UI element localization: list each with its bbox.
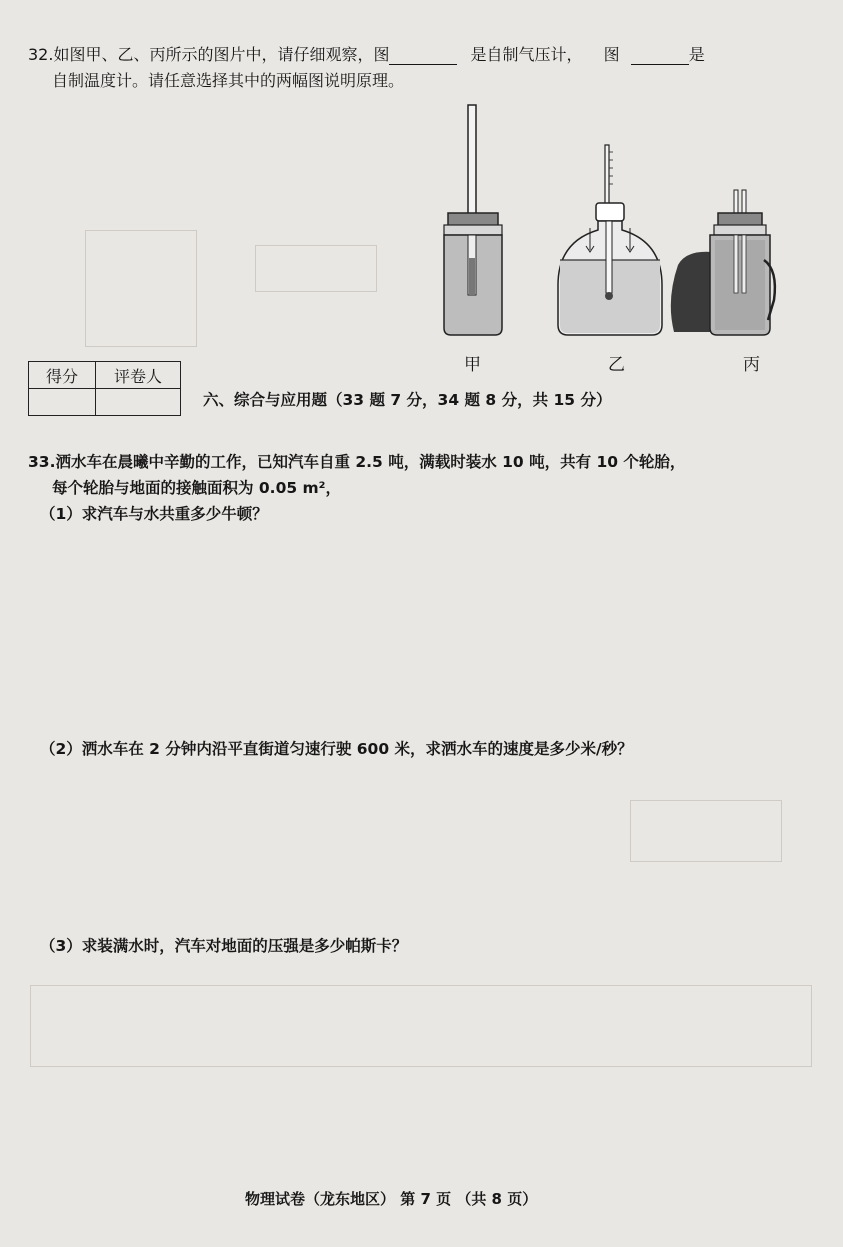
q32-text-c: 图 — [603, 45, 620, 64]
figure-label-jia: 甲 — [464, 355, 481, 375]
bleed-through-box — [30, 985, 812, 1067]
q32-line1 — [28, 42, 705, 65]
figure-label-yi: 乙 — [608, 355, 625, 375]
bleed-through-box — [255, 245, 377, 292]
score-header: 得分 — [29, 362, 96, 389]
q32-text-b: 是自制气压计， — [470, 45, 583, 64]
grader-cell[interactable] — [96, 389, 181, 416]
page-footer: 物理试卷（龙东地区） 第 7 页 （共 8 页） — [245, 1190, 538, 1208]
score-cell[interactable] — [29, 389, 96, 416]
apparatus-illustration — [430, 100, 790, 350]
section-title: 六、综合与应用题（33 题 7 分，34 题 8 分，共 15 分） — [203, 391, 612, 409]
q32-line2: 自制温度计。请任意选择其中的两幅图说明原理。 — [52, 71, 405, 90]
score-table — [28, 361, 181, 416]
q33-line2: 每个轮胎与地面的接触面积为 0.05 m²， — [52, 479, 341, 497]
bottle-yi-figure — [558, 145, 662, 335]
q32-blank-thermometer[interactable] — [631, 46, 689, 65]
q32-blank-barometer[interactable] — [389, 46, 457, 65]
q32-text-a: 32.如图甲、乙、丙所示的图片中，请仔细观察，图 — [28, 45, 390, 64]
q33-line1: 33.洒水车在晨曦中辛勤的工作，已知汽车自重 2.5 吨，满载时装水 10 吨，共有 10 个轮胎， — [28, 453, 686, 471]
bleed-through-box — [630, 800, 782, 862]
bleed-through-box — [85, 230, 197, 347]
bottle-bing-figure — [671, 190, 775, 335]
q33-part2: （2）洒水车在 2 分钟内沿平直街道匀速行驶 600 米，求洒水车的速度是多少米/秒？ — [40, 740, 633, 758]
figure-label-bing: 丙 — [743, 355, 760, 375]
grader-header: 评卷人 — [96, 362, 181, 389]
bottle-jia-figure — [444, 105, 502, 335]
q33-part3: （3）求装满水时，汽车对地面的压强是多少帕斯卡？ — [40, 937, 408, 955]
q32-text-d: 是 — [688, 45, 705, 64]
figure-group — [430, 100, 790, 375]
q33-part1: （1）求汽车与水共重多少牛顿？ — [40, 505, 268, 523]
